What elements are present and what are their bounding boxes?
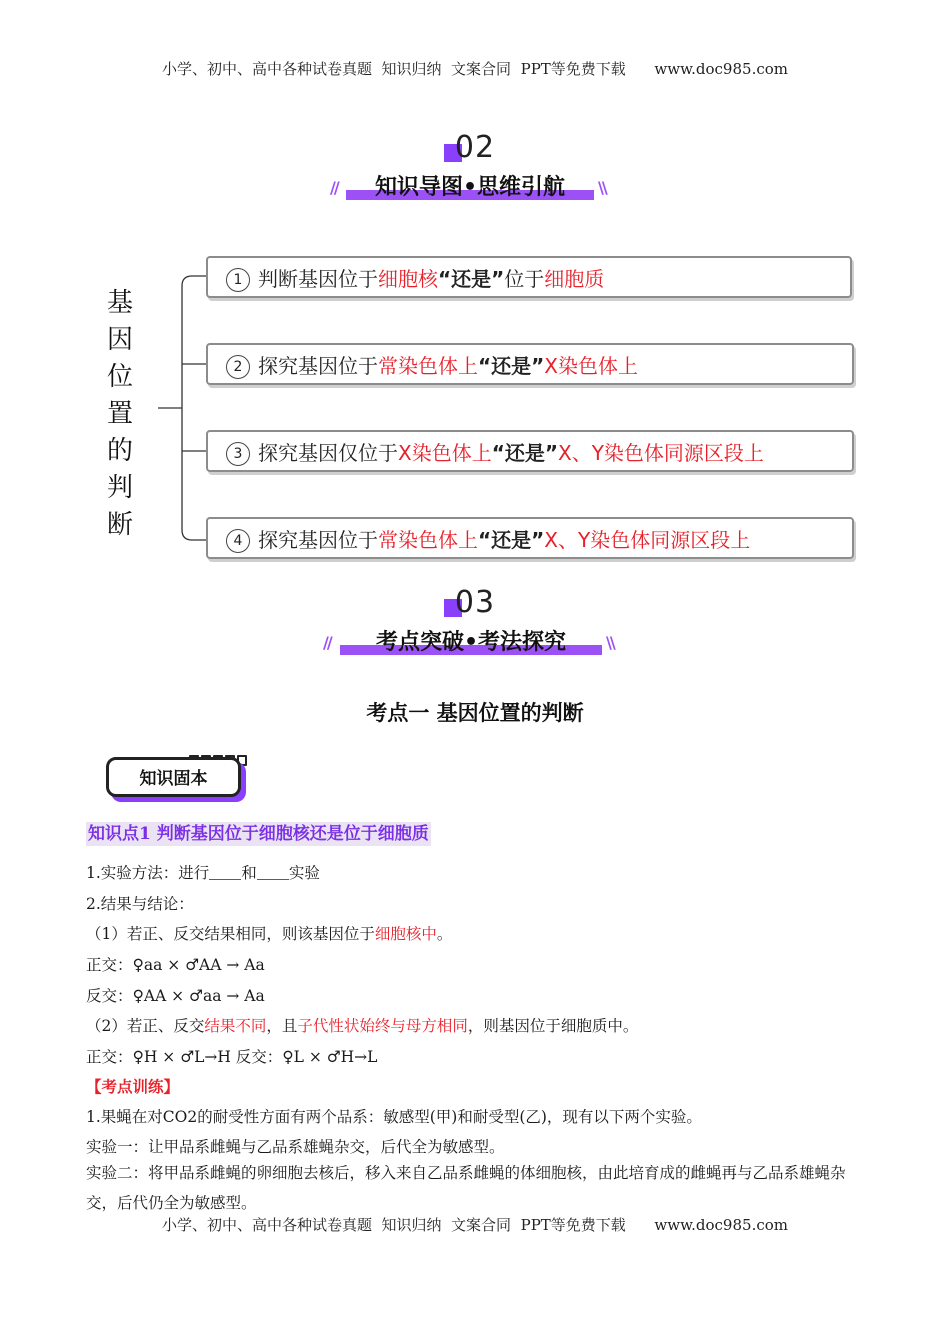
topic-title: 考点一 基因位置的判断 bbox=[366, 701, 584, 725]
knowledge-point-title: 知识点1 判断基因位于细胞核还是位于细胞质 bbox=[88, 824, 429, 844]
section-banner: 考点突破•考法探究 bbox=[340, 629, 602, 657]
fill-blank-2[interactable] bbox=[257, 865, 289, 880]
page-header: 小学、初中、高中各种试卷真题 知识归纳 文案合同 PPT等免费下载 www.doc985.com bbox=[161, 60, 788, 78]
paragraph-case-1: （1）若正、反交结果相同，则该基因位于细胞核中。 bbox=[86, 925, 453, 943]
training-heading: 【考点训练】 bbox=[86, 1077, 180, 1096]
paragraph-method: 1.实验方法：进行 和 实验 bbox=[86, 864, 320, 882]
cross-reverse-1: 反交：♀AA × ♂aa → Aa bbox=[86, 987, 265, 1005]
page-footer: 小学、初中、高中各种试卷真题 知识归纳 文案合同 PPT等免费下载 www.doc985.com bbox=[161, 1216, 788, 1234]
paragraph-results: 2.结果与结论： bbox=[86, 895, 194, 913]
slash-right-icon: \\ bbox=[606, 633, 614, 652]
paragraph-case-2: （2）若正、反交结果不同，且子代性状始终与母方相同，则基因位于细胞质中。 bbox=[86, 1017, 639, 1035]
cross-forward-1: 正交：♀aa × ♂AA → Aa bbox=[86, 956, 265, 974]
mindmap-item-2: 2 探究基因位于常染色体上“还是”X染色体上 bbox=[206, 343, 854, 385]
question-1: 1.果蝇在对CO2的耐受性方面有两个品系：敏感型(甲)和耐受型(乙)，现有以下两个实验。 bbox=[86, 1108, 702, 1126]
mindmap-item-4: 4 探究基因位于常染色体上“还是”X、Y染色体同源区段上 bbox=[206, 517, 854, 559]
slash-right-icon: \\ bbox=[598, 178, 606, 197]
mindmap-item-3: 3 探究基因仅位于X染色体上“还是”X、Y染色体同源区段上 bbox=[206, 430, 854, 472]
slash-left-icon: // bbox=[323, 633, 331, 652]
experiment-2: 实验二：将甲品系雌蝇的卵细胞去核后，移入来自乙品系雌蝇的体细胞核，由此培育成的雌蝇再与乙品系雄蝇杂交，后代仍全为敏感型。 bbox=[86, 1164, 846, 1212]
knowledge-badge: 知识固本 bbox=[106, 757, 241, 797]
slash-left-icon: // bbox=[330, 178, 338, 197]
mindmap-connector-lines bbox=[0, 0, 950, 600]
section-number: 02 bbox=[454, 130, 496, 165]
section-03-heading bbox=[0, 585, 950, 665]
mindmap-root: 基 因 位 置 的 判 断 bbox=[106, 288, 133, 540]
section-banner: 知识导图•思维引航 bbox=[346, 174, 594, 202]
cross-example-2: 正交：♀H × ♂L→H 反交：♀L × ♂H→L bbox=[86, 1048, 378, 1066]
fill-blank-1[interactable] bbox=[209, 865, 241, 880]
section-number: 03 bbox=[454, 585, 496, 620]
mindmap-item-1: 1 判断基因位于细胞核“还是”位于细胞质 bbox=[206, 256, 852, 298]
experiment-1: 实验一：让甲品系雌蝇与乙品系雄蝇杂交，后代全为敏感型。 bbox=[86, 1138, 505, 1156]
